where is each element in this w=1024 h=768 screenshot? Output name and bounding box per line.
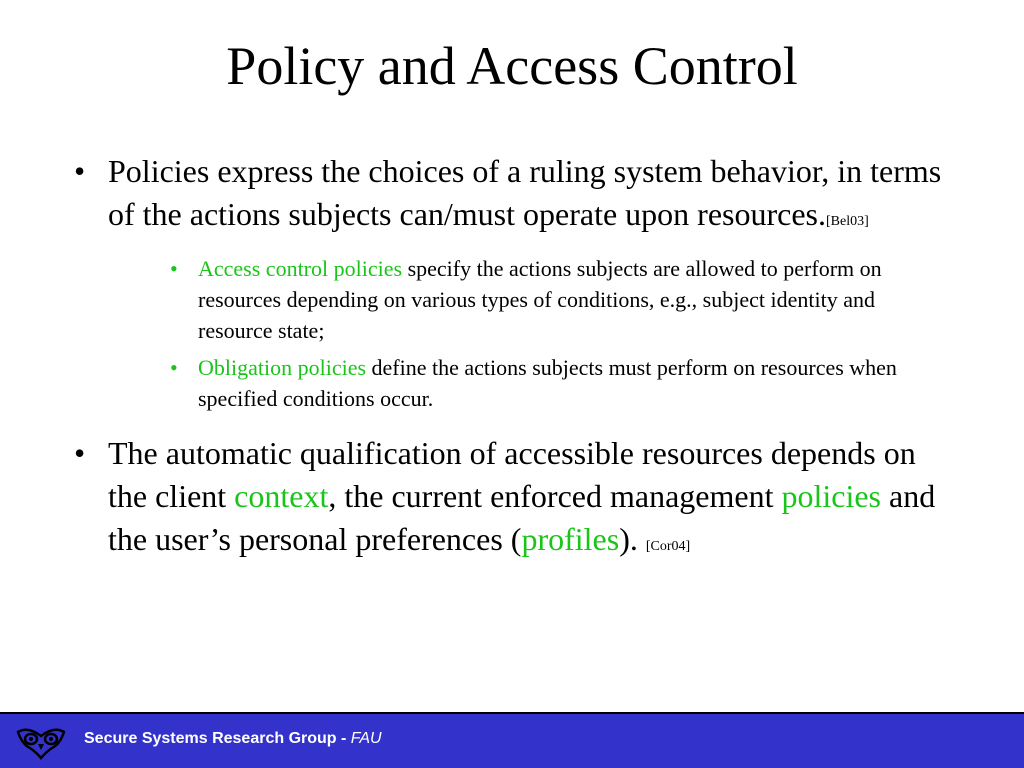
citation-cor04: [Cor04] [645,539,691,554]
bullet-glyph: • [74,435,86,471]
owl-logo-icon [14,724,68,760]
context-term: context [234,478,329,514]
sub-bullet-list [60,253,960,414]
obligation-policies-text: define the actions subjects must perform on resources when specified conditions occur. [198,355,897,411]
bullet-policies [60,150,960,243]
policies-term: policies [781,478,881,514]
sub-bullet-obligation [60,352,960,414]
sub-bullet-access-control [60,253,960,346]
footer-org-label: FAU [350,730,382,747]
slide-content [60,150,960,574]
qualification-text-part3: and the user’s personal preferences ( [108,478,936,557]
footer-group-label: Secure Systems Research Group - [84,730,351,747]
bullet-policies-text: Policies express the choices of a ruling system behavior, in terms of the actions subjects can/must operate upon resources. [108,153,942,232]
bullet-automatic-qualification [60,432,960,568]
qualification-text-part2: , the current enforced management [328,478,782,514]
profiles-term: profiles [521,521,620,557]
citation-bel03: [Bel03] [826,214,869,229]
sub-bullet-glyph: • [170,355,178,380]
footer-bar [0,712,1024,768]
slide-title: Policy and Access Control [226,36,798,96]
bullet-glyph: • [74,153,86,189]
qualification-text-part4: ). [619,521,646,557]
sub-bullet-glyph: • [170,256,178,281]
footer-label [84,728,382,750]
access-control-policies-text: specify the actions subjects are allowed to perform on resources depending on various types of conditions, e.g., subject identity and resource state; [198,256,882,343]
obligation-policies-term: Obligation policies [198,355,367,380]
access-control-policies-term: Access control policies [198,256,403,281]
qualification-text-part1: The automatic qualification of accessible resources depends on the client [108,435,916,514]
